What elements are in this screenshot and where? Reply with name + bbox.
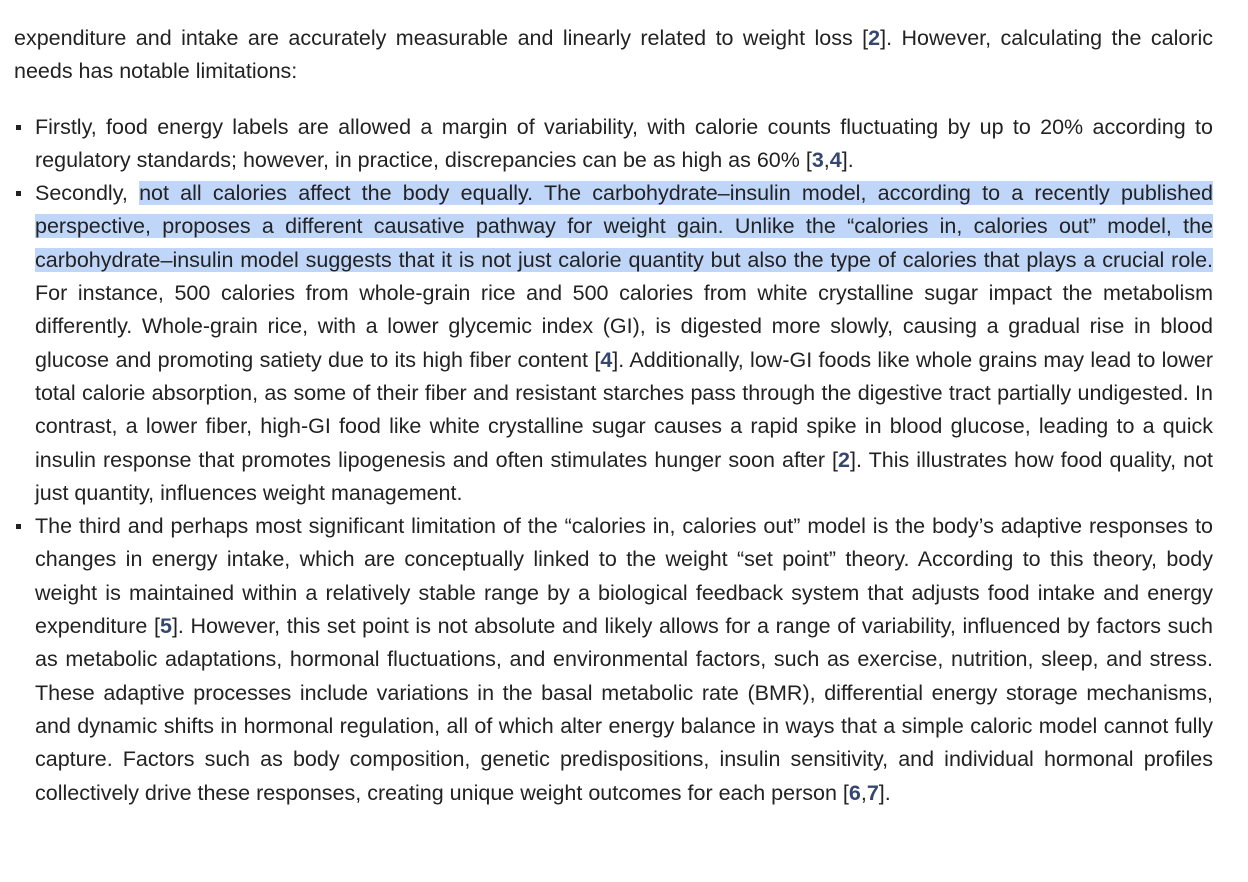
intro-text: expenditure and intake are accurately measurable and linearly related to weight loss [ [14,26,869,50]
list-item-text: The third and perhaps most significant limitation of the “calories in, calories out” model is the body’s adaptive responses to changes in energy intake, which are conceptually linked to the weight “set point” theory. According to this theory, body weight is maintained within a relatively stable range by a biological feedback system that adjusts food intake and energy expenditure [ [35,514,1213,639]
list-item [14,177,1213,510]
list-item [14,111,1213,178]
article-body [14,22,1213,810]
citation-link[interactable]: 6 [848,780,861,805]
citation-separator: , [823,147,830,172]
selected-text[interactable]: not all calories affect the body equally. The carbohydrate–insulin model, according to a recently published perspective, proposes a different causative pathway for weight gain. Unlike the “calories in, calories out” model, the carbohydrate–insulin model suggests that it is not just calorie quantity but also the type of calories that plays a crucial role. [35,181,1213,272]
citation-link[interactable]: 2 [838,447,851,472]
citation-link[interactable]: 4 [829,147,842,172]
list-item-text: ]. [841,147,854,172]
citation-link[interactable]: 7 [866,780,879,805]
list-item-text: ]. However, this set point is not absolute and likely allows for a range of variability, influenced by factors such as metabolic adaptations, hormonal fluctuations, and environmental factors, such as exercise, nutrition, sleep, and stress. These adaptive processes include variations in the basal metabolic rate (BMR), differential energy storage mechanisms, and dynamic shifts in hormonal regulation, all of which alter energy balance in ways that a simple caloric model cannot fully capture. Factors such as body composition, genetic predispositions, insulin sensitivity, and individual hormonal profiles collectively drive these responses, creating unique weight outcomes for each person [ [35,614,1213,805]
limitations-list [14,111,1213,810]
intro-paragraph [14,22,1213,89]
list-item-text: For instance, 500 calories from whole-grain rice and 500 calories from white crystalline sugar impact the metabolism differently. Whole-grain rice, with a lower glycemic index (GI), is digested more slowly, causing a gradual rise in blood glucose and promoting satiety due to its high fiber content [ [35,281,1213,372]
citation-link[interactable]: 2 [868,26,881,50]
list-item-text: ]. Additionally, low-GI foods like whole grains may lead to lower total calorie absorption, as some of their fiber and resistant starches pass through the digestive tract partially undigested. In contrast, a lower fiber, high-GI food like white crystalline sugar causes a rapid spike in blood glucose, leading to a quick insulin response that promotes lipogenesis and often stimulates hunger soon after [ [35,347,1213,472]
citation-separator: , [860,780,867,805]
intro-text: ]. However, calculating the caloric needs has notable limitations: [14,26,1213,84]
list-item-text: ]. [878,780,891,805]
citation-link[interactable]: 4 [600,347,613,372]
citation-link[interactable]: 3 [811,147,824,172]
list-item-text: Firstly, food energy labels are allowed a margin of variability, with calorie counts fluctuating by up to 20% according to regulatory standards; however, in practice, discrepancies can be as high as 60% [ [35,114,1213,172]
list-item-text: ]. This illustrates how food quality, not just quantity, influences weight management. [35,447,1213,505]
list-item-text: Secondly, [35,181,140,206]
citation-link[interactable]: 5 [159,614,172,639]
list-item [14,510,1213,810]
